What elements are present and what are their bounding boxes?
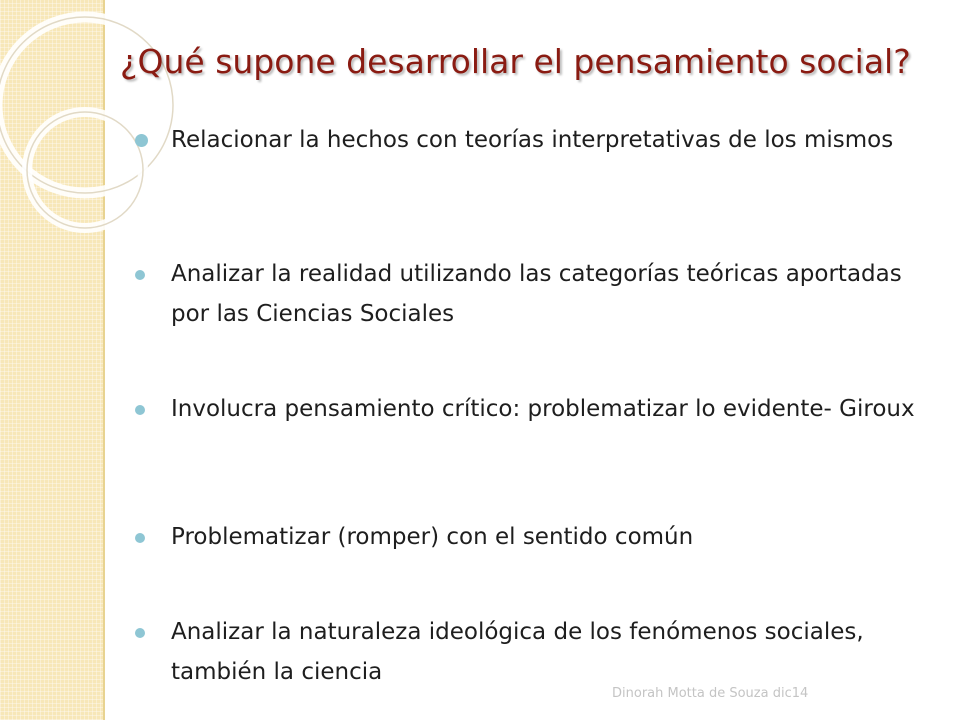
list-item [135, 120, 915, 160]
bullet-icon [135, 270, 145, 280]
list-item [135, 517, 915, 557]
bullet-icon [135, 405, 145, 415]
page-title: ¿Qué supone desarrollar el pensamiento social? [120, 42, 911, 81]
bullet-icon [135, 134, 148, 147]
bullet-text: Relacionar la hechos con teorías interpretativas de los mismos [171, 127, 894, 153]
bullet-text: Analizar la naturaleza ideológica de los fenómenos sociales, también la ciencia [171, 619, 864, 685]
bullet-icon [135, 628, 145, 638]
bullet-text: Problematizar (romper) con el sentido común [171, 524, 694, 550]
list-item [135, 389, 915, 429]
footer-author: Dinorah Motta de Souza dic14 [612, 686, 809, 701]
list-item [135, 612, 915, 692]
bullet-text: Analizar la realidad utilizando las categorías teóricas aportadas por las Ciencias Sociales [171, 261, 902, 327]
list-item [135, 254, 915, 334]
bullet-icon [135, 533, 145, 543]
bullet-text: Involucra pensamiento crítico: problematizar lo evidente- Giroux [171, 396, 915, 422]
